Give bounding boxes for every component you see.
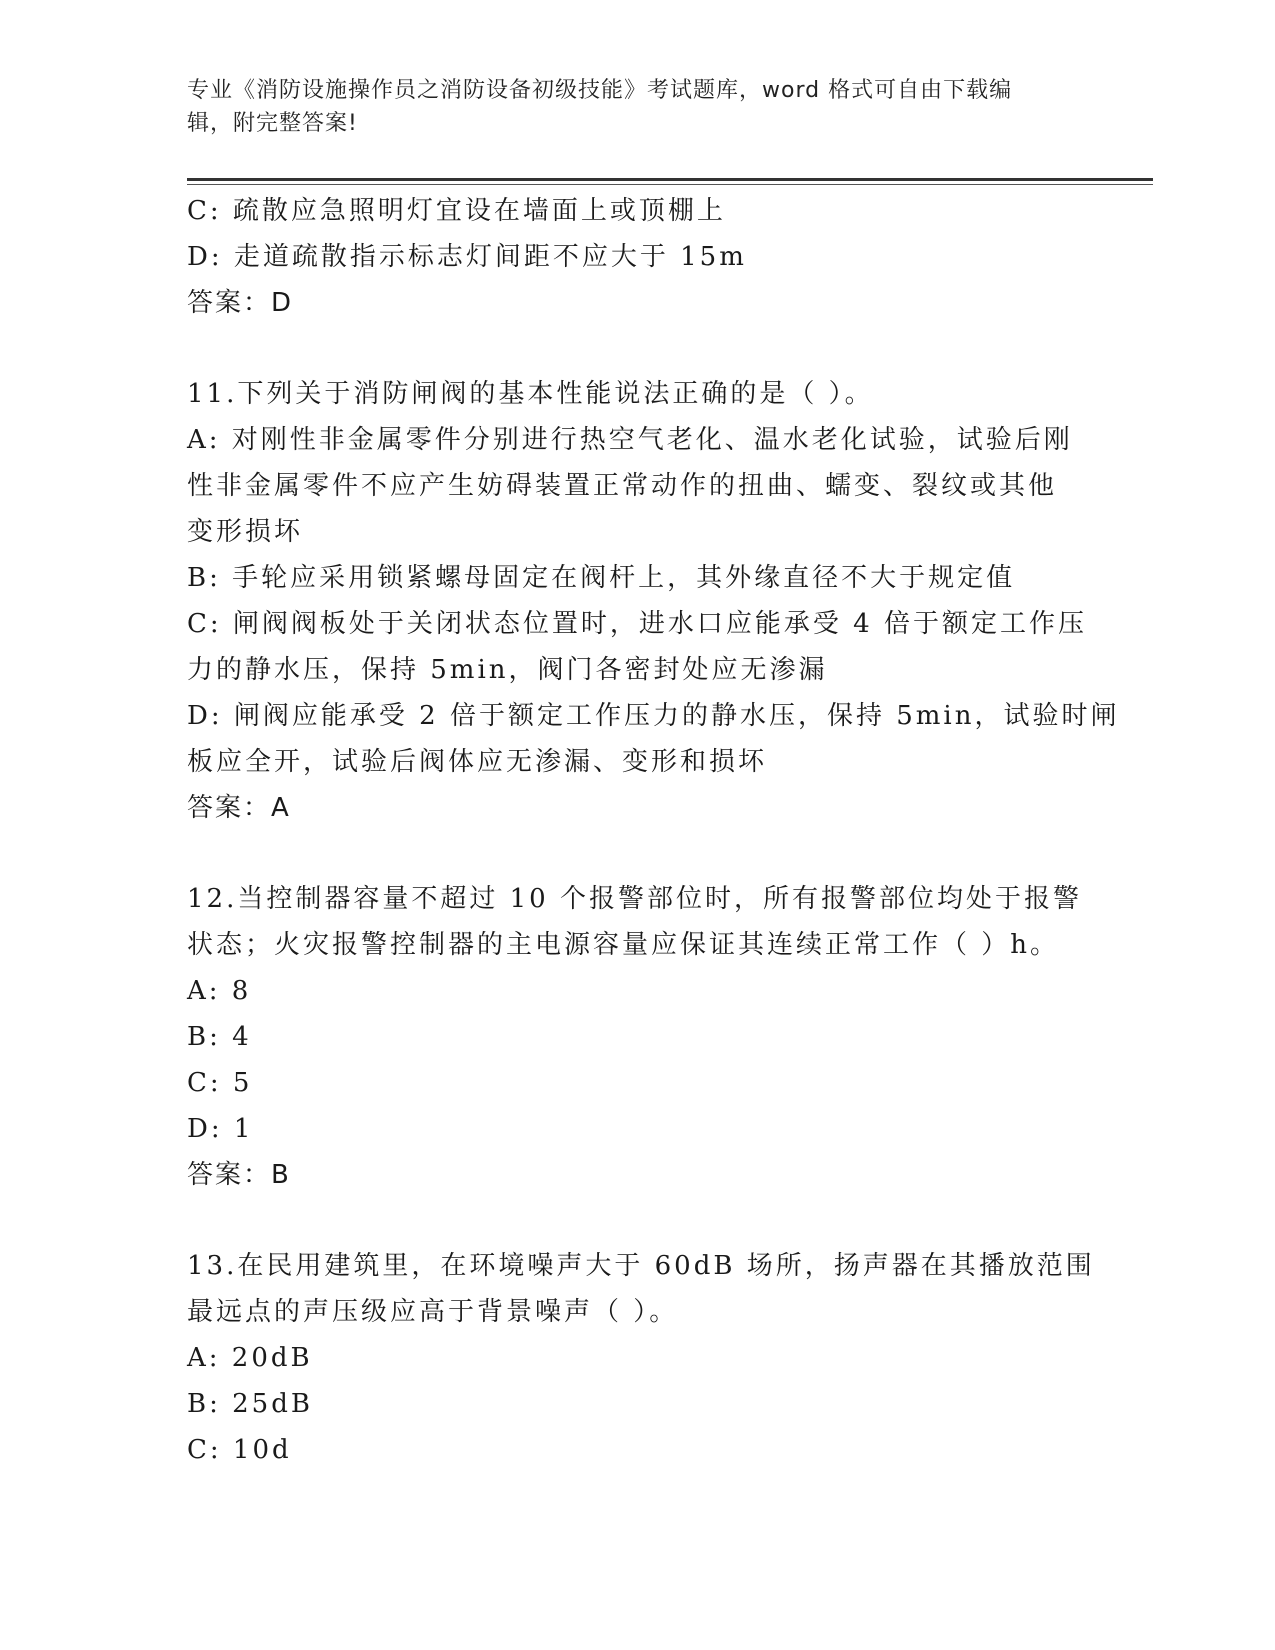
header-rule-thin bbox=[187, 184, 1153, 185]
option-d: D: 走道疏散指示标志灯间距不应大于 15m bbox=[187, 242, 747, 272]
option-b: B: 手轮应采用锁紧螺母固定在阀杆上，其外缘直径不大于规定值 bbox=[187, 563, 1016, 593]
question-10-tail bbox=[187, 188, 1087, 326]
answer: 答案：D bbox=[187, 288, 294, 318]
question-spacer bbox=[187, 1198, 1087, 1243]
option-b: B: 4 bbox=[187, 1022, 252, 1052]
option-c: C: 5 bbox=[187, 1068, 253, 1098]
question-12 bbox=[187, 876, 1087, 1198]
option-b: B: 25dB bbox=[187, 1389, 313, 1419]
answer: 答案：B bbox=[187, 1160, 291, 1190]
question-11 bbox=[187, 371, 1120, 831]
option-a-line-2: 性非金属零件不应产生妨碍装置正常动作的扭曲、蠕变、裂纹或其他 bbox=[187, 471, 1058, 501]
question-spacer bbox=[187, 831, 1087, 876]
question-stem-line-2: 状态；火灾报警控制器的主电源容量应保证其连续正常工作（ ）h。 bbox=[187, 930, 1060, 960]
option-c-line-2: 力的静水压，保持 5min，阀门各密封处应无渗漏 bbox=[187, 655, 828, 685]
question-stem-line-1: 13.在民用建筑里，在环境噪声大于 60dB 场所，扬声器在其播放范围 bbox=[187, 1251, 1095, 1281]
header-line-1: 专业《消防设施操作员之消防设备初级技能》考试题库，word 格式可自由下载编 bbox=[187, 78, 1013, 103]
question-stem-line-2: 最远点的声压级应高于背景噪声（ ）。 bbox=[187, 1297, 679, 1327]
option-d-line-1: D: 闸阀应能承受 2 倍于额定工作压力的静水压，保持 5min，试验时闸 bbox=[187, 701, 1120, 731]
document-header bbox=[187, 74, 1067, 140]
header-rule-thick bbox=[187, 178, 1153, 181]
option-a-line-3: 变形损坏 bbox=[187, 517, 304, 547]
question-stem-line-1: 12.当控制器容量不超过 10 个报警部位时，所有报警部位均处于报警 bbox=[187, 884, 1082, 914]
option-d-line-2: 板应全开，试验后阀体应无渗漏、变形和损坏 bbox=[187, 747, 768, 777]
option-a: A: 20dB bbox=[187, 1343, 313, 1373]
question-13 bbox=[187, 1243, 1095, 1473]
header-line-2: 辑，附完整答案! bbox=[187, 111, 358, 136]
question-spacer bbox=[187, 326, 1087, 371]
option-c: C: 10d bbox=[187, 1435, 292, 1465]
option-d: D: 1 bbox=[187, 1114, 254, 1144]
option-a-line-1: A: 对刚性非金属零件分别进行热空气老化、温水老化试验，试验后刚 bbox=[187, 425, 1073, 455]
question-content bbox=[187, 188, 1120, 1473]
question-stem: 11.下列关于消防闸阀的基本性能说法正确的是（ ）。 bbox=[187, 379, 874, 409]
option-c: C: 疏散应急照明灯宜设在墙面上或顶棚上 bbox=[187, 196, 726, 226]
option-a: A: 8 bbox=[187, 976, 252, 1006]
answer: 答案：A bbox=[187, 793, 291, 823]
option-c-line-1: C: 闸阀阀板处于关闭状态位置时，进水口应能承受 4 倍于额定工作压 bbox=[187, 609, 1087, 639]
